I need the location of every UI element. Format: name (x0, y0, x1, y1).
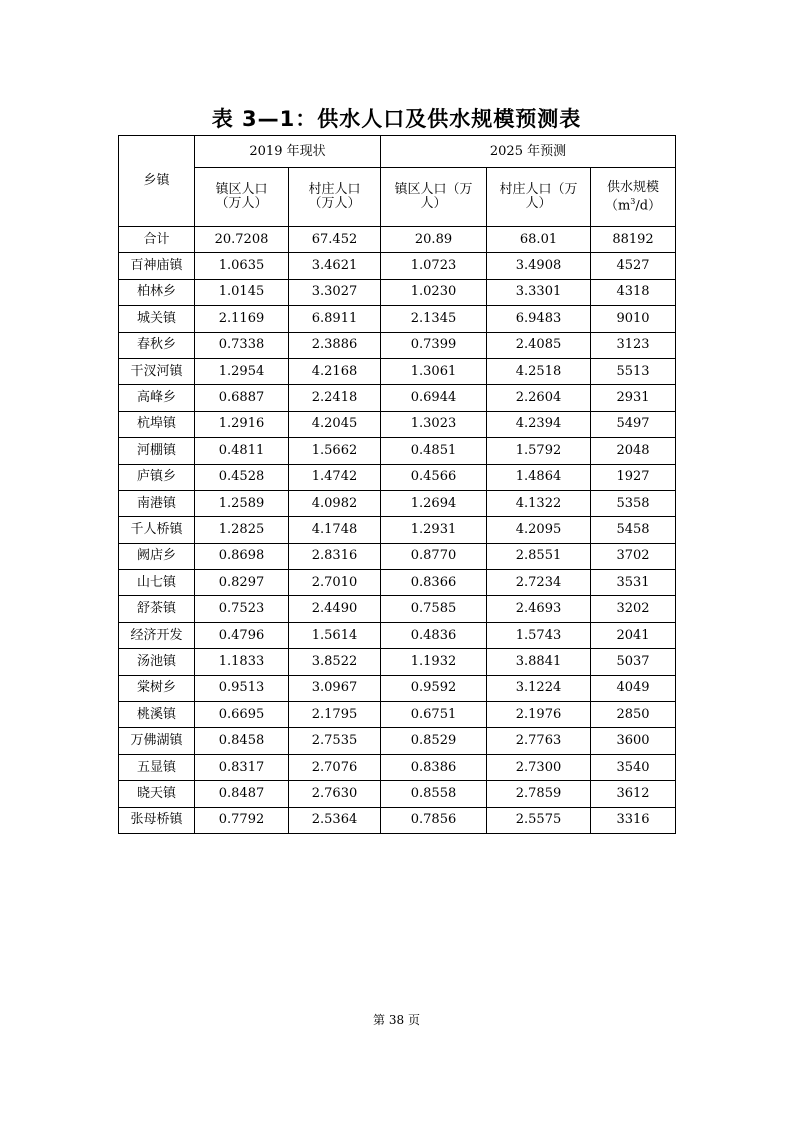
header-town-pop-2025 (381, 168, 487, 227)
cell-township: 五显镇 (119, 754, 195, 780)
cell-value: 1.2825 (195, 517, 289, 543)
cell-value: 3202 (591, 596, 676, 622)
cell-value: 2.8551 (487, 543, 591, 569)
cell-value: 2.4490 (289, 596, 381, 622)
cell-township: 千人桥镇 (119, 517, 195, 543)
table-row (119, 728, 676, 754)
cell-value: 68.01 (487, 227, 591, 253)
cell-value: 0.8297 (195, 570, 289, 596)
cell-value: 2.7859 (487, 781, 591, 807)
cell-value: 0.9513 (195, 675, 289, 701)
cell-value: 3.8841 (487, 649, 591, 675)
cell-value: 1.4742 (289, 464, 381, 490)
table-row (119, 675, 676, 701)
cell-value: 0.6751 (381, 702, 487, 728)
table-row (119, 332, 676, 358)
cell-township: 棠树乡 (119, 675, 195, 701)
cell-township: 晓天镇 (119, 781, 195, 807)
cell-value: 3.1224 (487, 675, 591, 701)
cell-value: 0.4528 (195, 464, 289, 490)
cell-value: 0.6695 (195, 702, 289, 728)
cell-value: 0.7338 (195, 332, 289, 358)
cell-value: 5358 (591, 490, 676, 516)
header-unit-post: /d） (635, 198, 662, 214)
header-supply-scale (591, 168, 676, 227)
cell-township: 春秋乡 (119, 332, 195, 358)
table-row (119, 464, 676, 490)
cell-value: 1.3061 (381, 358, 487, 384)
cell-township: 柏林乡 (119, 279, 195, 305)
cell-value: 9010 (591, 306, 676, 332)
table-row (119, 570, 676, 596)
cell-value: 1.1833 (195, 649, 289, 675)
cell-value: 1.4864 (487, 464, 591, 490)
cell-value: 4.0982 (289, 490, 381, 516)
cell-value: 2.7630 (289, 781, 381, 807)
cell-township: 舒茶镇 (119, 596, 195, 622)
cell-value: 0.8366 (381, 570, 487, 596)
header-village-pop-2025-line1: 村庄人口（万 (499, 182, 578, 197)
cell-township: 山七镇 (119, 570, 195, 596)
cell-township: 阙店乡 (119, 543, 195, 569)
cell-value: 4318 (591, 279, 676, 305)
cell-value: 2.2418 (289, 385, 381, 411)
cell-value: 2.8316 (289, 543, 381, 569)
cell-value: 0.7523 (195, 596, 289, 622)
cell-township: 经济开发 (119, 622, 195, 648)
page-number: 第 38 页 (373, 1013, 420, 1027)
cell-value: 1.3023 (381, 411, 487, 437)
cell-value: 0.4796 (195, 622, 289, 648)
cell-value: 1.5792 (487, 438, 591, 464)
cell-value: 2.5364 (289, 807, 381, 833)
table-row (119, 781, 676, 807)
header-township: 乡镇 (119, 136, 195, 227)
cell-value: 1.5614 (289, 622, 381, 648)
cell-value: 3.3027 (289, 279, 381, 305)
header-village-pop-2019-line2: （万人） (308, 196, 361, 211)
table-row (119, 490, 676, 516)
table-row (119, 649, 676, 675)
cell-value: 0.7399 (381, 332, 487, 358)
cell-value: 0.8317 (195, 754, 289, 780)
cell-value: 4.2095 (487, 517, 591, 543)
cell-value: 6.9483 (487, 306, 591, 332)
cell-value: 1927 (591, 464, 676, 490)
cell-value: 4.2394 (487, 411, 591, 437)
table-row (119, 358, 676, 384)
cell-township: 庐镇乡 (119, 464, 195, 490)
cell-value: 2.5575 (487, 807, 591, 833)
cell-township: 城关镇 (119, 306, 195, 332)
header-village-pop-2019 (289, 168, 381, 227)
cell-value: 2931 (591, 385, 676, 411)
cell-value: 0.8698 (195, 543, 289, 569)
cell-value: 1.2589 (195, 490, 289, 516)
cell-township: 百神庙镇 (119, 253, 195, 279)
cell-value: 1.5662 (289, 438, 381, 464)
cell-value: 2.7076 (289, 754, 381, 780)
cell-value: 3702 (591, 543, 676, 569)
table-row (119, 385, 676, 411)
table-row (119, 227, 676, 253)
cell-value: 4527 (591, 253, 676, 279)
cell-value: 0.8458 (195, 728, 289, 754)
cell-value: 0.4566 (381, 464, 487, 490)
table-title: 表 3—1：供水人口及供水规模预测表 (211, 107, 582, 131)
cell-value: 2.1169 (195, 306, 289, 332)
header-unit-sup: 3 (630, 196, 636, 206)
cell-value: 2.1345 (381, 306, 487, 332)
cell-township: 万佛湖镇 (119, 728, 195, 754)
cell-value: 1.2954 (195, 358, 289, 384)
cell-value: 0.7792 (195, 807, 289, 833)
cell-value: 4049 (591, 675, 676, 701)
cell-value: 3.8522 (289, 649, 381, 675)
cell-value: 1.2931 (381, 517, 487, 543)
table-row (119, 807, 676, 833)
cell-value: 2048 (591, 438, 676, 464)
table-row (119, 517, 676, 543)
cell-value: 5513 (591, 358, 676, 384)
cell-value: 2.1795 (289, 702, 381, 728)
cell-value: 6.8911 (289, 306, 381, 332)
cell-value: 2.7763 (487, 728, 591, 754)
table-row (119, 596, 676, 622)
cell-value: 0.4836 (381, 622, 487, 648)
cell-value: 0.7585 (381, 596, 487, 622)
cell-value: 0.8558 (381, 781, 487, 807)
cell-value: 1.0723 (381, 253, 487, 279)
cell-value: 3531 (591, 570, 676, 596)
cell-value: 2.2604 (487, 385, 591, 411)
header-town-pop-2019 (195, 168, 289, 227)
cell-township: 干汊河镇 (119, 358, 195, 384)
table-row (119, 702, 676, 728)
cell-value: 4.1322 (487, 490, 591, 516)
cell-value: 4.1748 (289, 517, 381, 543)
cell-township: 河棚镇 (119, 438, 195, 464)
cell-value: 2.7234 (487, 570, 591, 596)
table-row (119, 754, 676, 780)
cell-value: 1.0145 (195, 279, 289, 305)
cell-value: 1.0230 (381, 279, 487, 305)
cell-value: 4.2045 (289, 411, 381, 437)
table-row (119, 411, 676, 437)
cell-value: 2041 (591, 622, 676, 648)
cell-value: 20.7208 (195, 227, 289, 253)
cell-value: 2.7300 (487, 754, 591, 780)
cell-township: 合计 (119, 227, 195, 253)
cell-value: 0.8529 (381, 728, 487, 754)
cell-value: 4.2168 (289, 358, 381, 384)
cell-value: 0.7856 (381, 807, 487, 833)
table-row (119, 279, 676, 305)
header-town-pop-2019-line2: （万人） (215, 196, 268, 211)
header-village-pop-2025-line2: 人） (525, 196, 552, 211)
cell-value: 1.5743 (487, 622, 591, 648)
cell-value: 2850 (591, 702, 676, 728)
cell-value: 20.89 (381, 227, 487, 253)
cell-value: 2.1976 (487, 702, 591, 728)
header-town-pop-2019-line1: 镇区人口 (215, 182, 268, 197)
cell-value: 3123 (591, 332, 676, 358)
table-row (119, 622, 676, 648)
cell-value: 88192 (591, 227, 676, 253)
table-row (119, 253, 676, 279)
cell-value: 0.4811 (195, 438, 289, 464)
cell-value: 0.8386 (381, 754, 487, 780)
cell-value: 2.7010 (289, 570, 381, 596)
header-village-pop-2025 (487, 168, 591, 227)
cell-value: 1.2916 (195, 411, 289, 437)
cell-value: 2.7535 (289, 728, 381, 754)
cell-value: 2.3886 (289, 332, 381, 358)
header-village-pop-2019-line1: 村庄人口 (308, 182, 361, 197)
cell-value: 3540 (591, 754, 676, 780)
cell-township: 桃溪镇 (119, 702, 195, 728)
cell-value: 1.2694 (381, 490, 487, 516)
cell-value: 1.1932 (381, 649, 487, 675)
header-town-pop-2025-line2: 人） (420, 196, 447, 211)
cell-value: 5497 (591, 411, 676, 437)
cell-township: 南港镇 (119, 490, 195, 516)
cell-value: 3.0967 (289, 675, 381, 701)
cell-value: 0.8770 (381, 543, 487, 569)
cell-value: 3600 (591, 728, 676, 754)
cell-township: 高峰乡 (119, 385, 195, 411)
cell-value: 3612 (591, 781, 676, 807)
table-row (119, 306, 676, 332)
cell-value: 3316 (591, 807, 676, 833)
cell-value: 2.4693 (487, 596, 591, 622)
cell-value: 0.6944 (381, 385, 487, 411)
water-supply-table (118, 135, 676, 834)
cell-value: 67.452 (289, 227, 381, 253)
cell-value: 4.2518 (487, 358, 591, 384)
header-town-pop-2025-line1: 镇区人口（万 (394, 182, 473, 197)
cell-township: 汤池镇 (119, 649, 195, 675)
cell-value: 5458 (591, 517, 676, 543)
cell-value: 3.4908 (487, 253, 591, 279)
cell-value: 2.4085 (487, 332, 591, 358)
cell-value: 5037 (591, 649, 676, 675)
table-row (119, 543, 676, 569)
cell-township: 杭埠镇 (119, 411, 195, 437)
header-group-2019: 2019 年现状 (195, 136, 381, 168)
cell-value: 0.4851 (381, 438, 487, 464)
cell-township: 张母桥镇 (119, 807, 195, 833)
header-unit-pre: （m (604, 198, 631, 214)
cell-value: 3.4621 (289, 253, 381, 279)
cell-value: 0.9592 (381, 675, 487, 701)
cell-value: 3.3301 (487, 279, 591, 305)
header-supply-scale-unit (591, 195, 675, 213)
header-supply-scale-line1: 供水规模 (607, 179, 660, 195)
cell-value: 0.6887 (195, 385, 289, 411)
table-row (119, 438, 676, 464)
cell-value: 1.0635 (195, 253, 289, 279)
cell-value: 0.8487 (195, 781, 289, 807)
header-group-2025: 2025 年预测 (381, 136, 676, 168)
